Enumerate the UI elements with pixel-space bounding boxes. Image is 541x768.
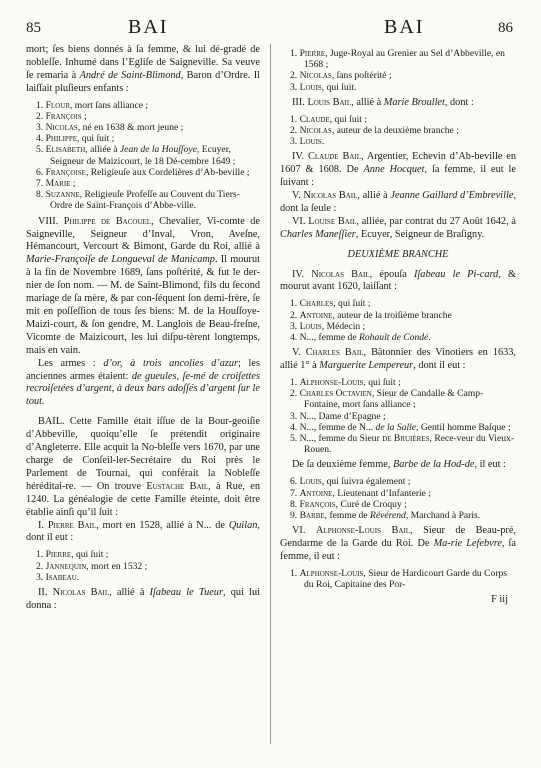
text-run: , qui ſuit ; [363, 377, 401, 389]
italic-text: Anne Hocquet [363, 164, 425, 176]
small-caps-name: Flour [45, 99, 70, 111]
text-run: , né en 1638 & mort jeune ; [77, 122, 184, 134]
small-caps-name: Isabeau [45, 571, 77, 583]
list-item [280, 125, 516, 136]
text-run: Les armes : [38, 357, 104, 369]
list-item [280, 488, 516, 499]
text-run: 1. [290, 567, 300, 579]
text-run: , ſa femme, il eut : [280, 538, 516, 562]
paragraph [280, 151, 516, 190]
text-run: 2. [36, 560, 46, 572]
italic-text: Charles Maneſſier [280, 228, 356, 240]
text-run: , Médecin ; [321, 320, 366, 332]
small-caps-name: Louise Bail [308, 215, 357, 227]
italic-text: Jeanne Gaillard d’Embreville [390, 190, 514, 202]
paragraph [280, 347, 516, 373]
text-run: , à Rue, en 1240. La généalogie de cette Famille éteinte, doit être établie ainſi qu’il ſuit : [26, 480, 260, 518]
text-run: , qui ſuit ; [77, 133, 115, 145]
text-run: 7. [290, 487, 300, 499]
small-caps-name: Charles Octavien [299, 388, 372, 400]
list-item [280, 321, 516, 332]
list-item [280, 422, 516, 433]
small-caps-name: Charles [299, 298, 334, 310]
small-caps-name: François [299, 498, 336, 510]
small-caps-name: Alphonse-Louis Bail [315, 525, 411, 537]
text-run: 7. [36, 178, 46, 190]
text-run: , dont il eut : [413, 360, 466, 372]
list-item [26, 122, 260, 133]
text-run: , Gentil homme Baſque ; [416, 421, 511, 433]
text-run: ; [81, 110, 87, 122]
text-run: 1. [36, 549, 46, 561]
text-run: , alliée, par contrat du 27 Août 1642, à [356, 215, 516, 227]
text-run: V. [292, 190, 304, 202]
text-run: , Baron d’Ordre. Il laiſſait pluſieurs enfants : [26, 69, 260, 94]
text-run: , Religieuſe aux Cordelières d’Ab-beville ; [85, 166, 250, 178]
text-run: 1. [290, 377, 300, 389]
text-run: , qui ſuivra également ; [321, 476, 411, 488]
small-caps-name: Elisabeth [45, 144, 86, 156]
enumerated-list [280, 298, 516, 343]
paragraph [280, 525, 516, 564]
text-run: , alliée à [85, 144, 120, 156]
list-item [280, 298, 516, 309]
paragraph [26, 216, 260, 358]
text-run: , Ecuyer, Seigneur de Maizicourt, le 18 Dé-cembre 1649 ; [50, 144, 236, 167]
list-item [26, 167, 260, 178]
text-run: , Sieur de Hardicourt Garde du Corps du Roi, Capitaine des Por- [304, 567, 508, 591]
text-run: 3. [36, 571, 46, 583]
text-run: VI. [292, 215, 309, 227]
text-run: IV. [292, 268, 312, 280]
text-run: , dont la ſeule : [280, 190, 517, 214]
text-run: De ſa deuxième femme, [292, 459, 393, 471]
list-item [26, 561, 260, 572]
text-run: , Rece-veur du Vieux-Rouen. [304, 433, 515, 456]
enumerated-list [280, 476, 516, 521]
paragraph [280, 190, 516, 216]
paragraph [280, 269, 516, 295]
text-run: BAIL. Cette Famille était iſſue de la Bour-geoiſie d’Abbeville, quoiqu’elle ſe prétendit originaire d’Angleterre. Elle acquit la No-bleſſe vers 1670, par une charge de Conſeil-ler-Secrétaire du Roi près le Parlement de Tournai, qui conférait la Nobleſſe héréditai-re. — On trouve [26, 416, 260, 492]
text-run: , Lieutenant d’Infanterie ; [332, 487, 432, 499]
text-run: 3. N..., Dame d’Epagne ; [290, 410, 386, 422]
text-run: , Argentier, Echevin d’Ab-beville en 1607 & 1608. De [280, 151, 516, 176]
text-run: , qui lui donna : [26, 586, 260, 611]
text-run: 2. [290, 309, 300, 321]
text-run: 4. N..., femme de N... [290, 421, 376, 433]
text-run: 3. [290, 136, 300, 148]
small-caps-name: Pierre [45, 549, 72, 561]
list-item [280, 476, 516, 487]
text-run: ; [70, 178, 76, 190]
list-item [26, 189, 260, 211]
list-item [280, 332, 516, 343]
list-item [280, 411, 516, 422]
list-item [26, 133, 260, 144]
italic-text: Marie-Françoiſe de Longueval de Manicamp [26, 254, 215, 266]
italic-text: de gueules, ſe-mé de croiſettes recroiſetées d’argent, à deux bars adoſſés d’argent ſur le tout. [26, 370, 260, 408]
text-run: III. [292, 96, 308, 108]
italic-text: Iſabeau le Tueur [149, 586, 223, 598]
section-heading [280, 249, 516, 262]
small-caps-name: Claude Bail [308, 151, 361, 163]
list-item [280, 510, 516, 521]
text-run: , dont : [444, 96, 474, 108]
text-run: . Il mourut à la fin de Novembre 1689, ſans poſtérité, & fut le der-nier de ſon nom. — M. de Saint-Blimond, fils du ſecond mariage de ſa mère, & par con-ſéquent ſon demi-frère, ſe mit en poſſeſſion de tous ſes biens: M. de la Houſſoye-Maizi-court, & ſon gendre, M. Langlois de Beau-freſne, Vicomte de Maizicourt, les lui diſpu-tèrent longtemps, mais en vain. [26, 254, 260, 356]
italic-text: DEUXIÈME BRANCHE [347, 248, 449, 260]
italic-text: Iſabeau le Pi-card [414, 268, 499, 280]
list-item [280, 568, 516, 590]
enumerated-list [280, 114, 516, 148]
text-run: , auteur de la deuxième branche ; [331, 124, 459, 136]
small-caps-name: Antoine [299, 309, 333, 321]
small-caps-name: Louis Bail [307, 96, 352, 108]
text-run: , Juge-Royal au Grenier au Sel d’Abbeville, en 1568 ; [304, 48, 505, 71]
text-run: 2. [36, 110, 46, 122]
text-run: 1. [290, 113, 300, 125]
text-run: , ſans poſtérité ; [331, 70, 392, 82]
small-caps-name: Nicolas Bail [311, 268, 370, 280]
small-caps-name: Nicolas Bail [303, 190, 358, 202]
text-run: mort; ſes biens donnés à ſa femme, & lui dé-gradé de nobleſſe. Inhumé dans l’Egliſe de Saigneville. Sa veuve ſe remaria à [26, 44, 260, 81]
small-caps-name: Louis [299, 81, 322, 93]
paragraph [280, 459, 516, 472]
right-page-number: 86 [498, 20, 513, 36]
text-run: , allié à [351, 96, 384, 108]
text-run: , mort ſans alliance ; [70, 99, 149, 111]
small-caps-name: Françoise [45, 166, 86, 178]
page-header [0, 14, 541, 42]
small-caps-name: Suzanne [45, 189, 80, 201]
italic-text: Marguerite Lempereur [319, 360, 414, 372]
text-run: VI. [292, 525, 316, 537]
text-run: , qui ſuit ; [71, 549, 109, 561]
enumerated-list [26, 100, 260, 212]
list-item [280, 433, 516, 455]
text-run: . [321, 136, 325, 148]
small-caps-name: Charles Bail [305, 347, 364, 359]
text-run: II. [38, 586, 53, 598]
italic-text: d’or, à trois ancolies d’azur [103, 357, 239, 369]
text-run: 2. [290, 124, 300, 136]
text-run: , allié à [109, 586, 150, 598]
text-run: 5. N..., femme du Sieur [290, 433, 383, 445]
text-run: 6. [36, 166, 46, 178]
text-run: , qui ſuit ; [329, 113, 368, 125]
column-divider [270, 44, 271, 744]
text-run: , il eut : [474, 459, 506, 471]
italic-text: Ma-rie Lefebvre [433, 538, 502, 550]
small-caps-name: Antoine [299, 487, 333, 499]
small-caps-name: Eustache Bail [146, 480, 209, 492]
italic-text: Rohault de Condé [359, 332, 429, 343]
paragraph [26, 587, 260, 613]
text-run: 3. [290, 81, 300, 93]
text-run: 8. [36, 189, 46, 201]
list-item [280, 377, 516, 388]
small-caps-name: Barbe [299, 509, 325, 521]
paragraph [26, 358, 260, 410]
text-run: , mort en 1528, allié à N... de [96, 519, 229, 531]
list-item [280, 114, 516, 125]
small-caps-name: Nicolas [299, 124, 332, 136]
text-run: IV. [292, 151, 308, 163]
text-run: 6. [290, 476, 300, 488]
text-run: 4. N..., femme de [290, 332, 360, 343]
small-caps-name: Claude [299, 113, 330, 125]
small-caps-name: Louis [299, 476, 322, 488]
list-item [280, 82, 516, 93]
text-run: 9. [290, 509, 300, 521]
text-run: V. [292, 347, 306, 359]
text-run: , femme de [324, 509, 370, 521]
small-caps-name: Louis [299, 136, 322, 148]
text-run: F iij [491, 594, 508, 606]
text-run: , Curé de Croquy ; [335, 498, 407, 510]
text-run: , qui ſuit. [321, 81, 357, 93]
italic-text: Barbe de la Hod-de [392, 459, 475, 471]
text-run: , qui ſuit ; [333, 298, 371, 310]
text-run: , Sieur de Beau-pré, Gendarme de la Garde du Roi. De [280, 525, 516, 550]
text-run: , & mourut avant 1620, laiſſant : [280, 268, 516, 293]
text-run: 2. [290, 70, 300, 82]
enumerated-list [280, 48, 516, 93]
text-run: , Chevalier, Vi-comte de Saigneville, Seigneur d’Inval, Vron, Aveſne, Hémancourt, Vercourt & Bimont, Garde du Roi, allié à [26, 215, 261, 253]
text-run: . [76, 571, 80, 583]
right-running-head: BAI [384, 16, 425, 38]
list-item [26, 100, 260, 111]
text-run: , Bâtonnier des Vinotiers en 1633, allié 1° à [280, 347, 517, 372]
list-item [280, 388, 516, 410]
text-run: I. [38, 519, 48, 531]
italic-text: Jean de la Houſſoye [119, 144, 197, 156]
list-item [280, 310, 516, 321]
left-page-number: 85 [26, 20, 41, 36]
italic-text: de la Salle [375, 421, 417, 433]
small-caps-name: Marie [45, 178, 71, 190]
small-caps-name: Nicolas [45, 122, 78, 134]
right-text-column [280, 44, 516, 607]
list-item [26, 144, 260, 166]
list-item [280, 48, 516, 70]
enumerated-list [280, 377, 516, 455]
paragraph [26, 44, 260, 96]
small-caps-name: Pierre [299, 48, 326, 59]
list-item [26, 178, 260, 189]
list-item [26, 572, 260, 583]
text-run: , dont il eut : [26, 519, 260, 544]
small-caps-name: François [45, 110, 82, 122]
text-run: , Sieur de Candalle & Camp-Fontaine, mort ſans alliance ; [304, 388, 484, 411]
list-item [280, 499, 516, 510]
text-run: VIII. [38, 215, 64, 227]
italic-text: Révérend [369, 509, 406, 521]
text-run: 3. [36, 122, 46, 134]
text-run: 3. [290, 320, 300, 332]
italic-text: André de Saint-Blimond [79, 69, 181, 81]
text-run: , allié à [357, 190, 391, 202]
paragraph [26, 520, 260, 546]
small-caps-name: Philippe de Bacouel [63, 215, 152, 227]
left-text-column [26, 44, 260, 613]
text-run: , Ecuyer, Seigneur de Braſigny. [355, 228, 485, 240]
text-run: , Religieuſe Profeſſe au Couvent du Tiers-Ordre de Saint-François d’Abbe-ville. [50, 189, 240, 212]
paragraph [280, 216, 516, 242]
enumerated-list [280, 568, 516, 590]
list-item [26, 549, 260, 560]
paragraph [280, 97, 516, 110]
text-run: , auteur de la troiſième branche [332, 309, 452, 321]
small-caps-name: de Bruières [382, 433, 430, 445]
text-run: , Marchand à Paris. [405, 509, 481, 521]
small-caps-name: Alphonse-Louis [299, 567, 364, 579]
italic-text: Quilan [228, 519, 258, 531]
small-caps-name: Jannequin [45, 560, 87, 572]
small-caps-name: Pierre Bail [47, 519, 97, 531]
text-run: , ſa femme, il eut le ſuivant : [280, 164, 516, 189]
text-run: ; les anciennes armes étaient: [26, 357, 260, 382]
small-caps-name: Louis [299, 320, 322, 332]
text-run: 2. [290, 388, 300, 400]
text-run: 8. [290, 498, 300, 510]
small-caps-name: Philippe [45, 133, 77, 145]
text-run: , mort en 1532 ; [86, 560, 148, 572]
text-run: 1. [36, 99, 46, 111]
signature-mark [280, 594, 516, 607]
list-item [280, 70, 516, 81]
small-caps-name: Nicolas [299, 70, 332, 82]
small-caps-name: Alphonse-Louis [299, 377, 364, 389]
list-item [280, 136, 516, 147]
list-item [26, 111, 260, 122]
text-run: . [428, 332, 431, 343]
left-running-head: BAI [128, 16, 169, 38]
italic-text: Marie Broullet [383, 96, 445, 108]
enumerated-list [26, 549, 260, 583]
text-run: 4. [36, 133, 46, 145]
paragraph [26, 416, 260, 519]
text-run: 1. [290, 298, 300, 310]
text-run: 1. [290, 48, 300, 59]
small-caps-name: Nicolas Bail [52, 586, 110, 598]
text-run: 5. [36, 144, 46, 156]
text-run: , épouſa [369, 268, 414, 280]
